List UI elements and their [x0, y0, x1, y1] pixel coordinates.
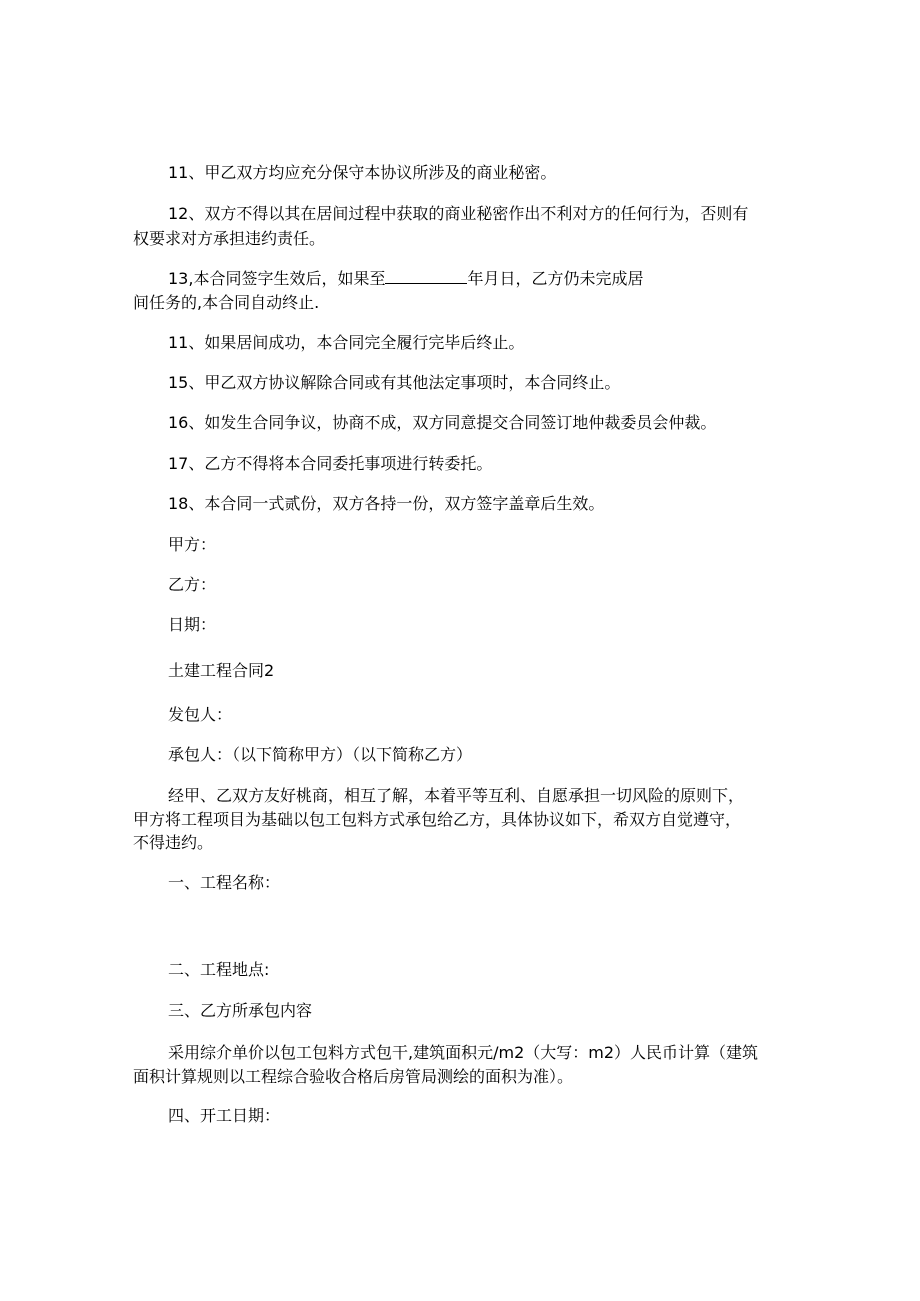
intro-line-2: 甲方将工程项目为基础以包工包料方式承包给乙方，具体协议如下，希双方自觉遵守，: [133, 810, 742, 829]
clause-18: 18、本合同一式贰份，双方各持一份，双方签字盖章后生效。: [168, 494, 605, 513]
scope-content-line-1: 采用综介单价以包工包料方式包干,建筑面积元/m2（大写：m2）人民币计算（建筑: [168, 1043, 759, 1062]
employer-label: 发包人：: [168, 705, 233, 724]
section-4-start-date: 四、开工日期：: [168, 1106, 281, 1125]
section-2-project-location: 二、工程地点:: [168, 960, 270, 979]
intro-line-1: 经甲、乙双方友好桃商，相互了解，本着平等互利、自愿承担一切风险的原则下，: [168, 786, 745, 805]
clause-13-line-2: 间任务的,本合同自动终止.: [133, 293, 320, 312]
section-3-scope-heading: 三、乙方所承包内容: [168, 1001, 313, 1020]
clause-13-line-1: [168, 268, 643, 290]
clause-17: 17、乙方不得将本合同委托事项进行转委托。: [168, 454, 493, 473]
contract-2-title: 土建工程合同2: [168, 661, 275, 680]
clause-15: 15、甲乙双方协议解除合同或有其他法定事项时，本合同终止。: [168, 373, 621, 392]
clause-12-line-1: 12、双方不得以其在居间过程中获取的商业秘密作出不利对方的任何行为，否则有: [168, 204, 749, 223]
clause-11-completion: 11、如果居间成功，本合同完全履行完毕后终止。: [168, 333, 525, 352]
clause-11-confidentiality: 11、甲乙双方均应充分保守本协议所涉及的商业秘密。: [168, 163, 557, 182]
fill-in-blank: [385, 269, 467, 284]
clause-13-text-after: 年月日，乙方仍未完成居: [467, 269, 644, 288]
clause-13-text-before: 13,本合同签字生效后，如果至: [168, 269, 386, 288]
party-a-signature-label: 甲方：: [168, 535, 217, 554]
contractor-label: 承包人：（以下简称甲方）（以下简称乙方）: [168, 745, 473, 764]
scope-content-line-2: 面积计算规则以工程综合验收合格后房管局测绘的面积为准）。: [133, 1067, 574, 1086]
section-1-project-name: 一、工程名称：: [168, 873, 281, 892]
date-label: 日期：: [168, 615, 217, 634]
clause-16: 16、如发生合同争议，协商不成，双方同意提交合同签订地仲裁委员会仲裁。: [168, 413, 717, 432]
intro-line-3: 不得违约。: [133, 833, 214, 852]
party-b-signature-label: 乙方：: [168, 575, 217, 594]
clause-12-line-2: 权要求对方承担违约责任。: [133, 229, 326, 248]
